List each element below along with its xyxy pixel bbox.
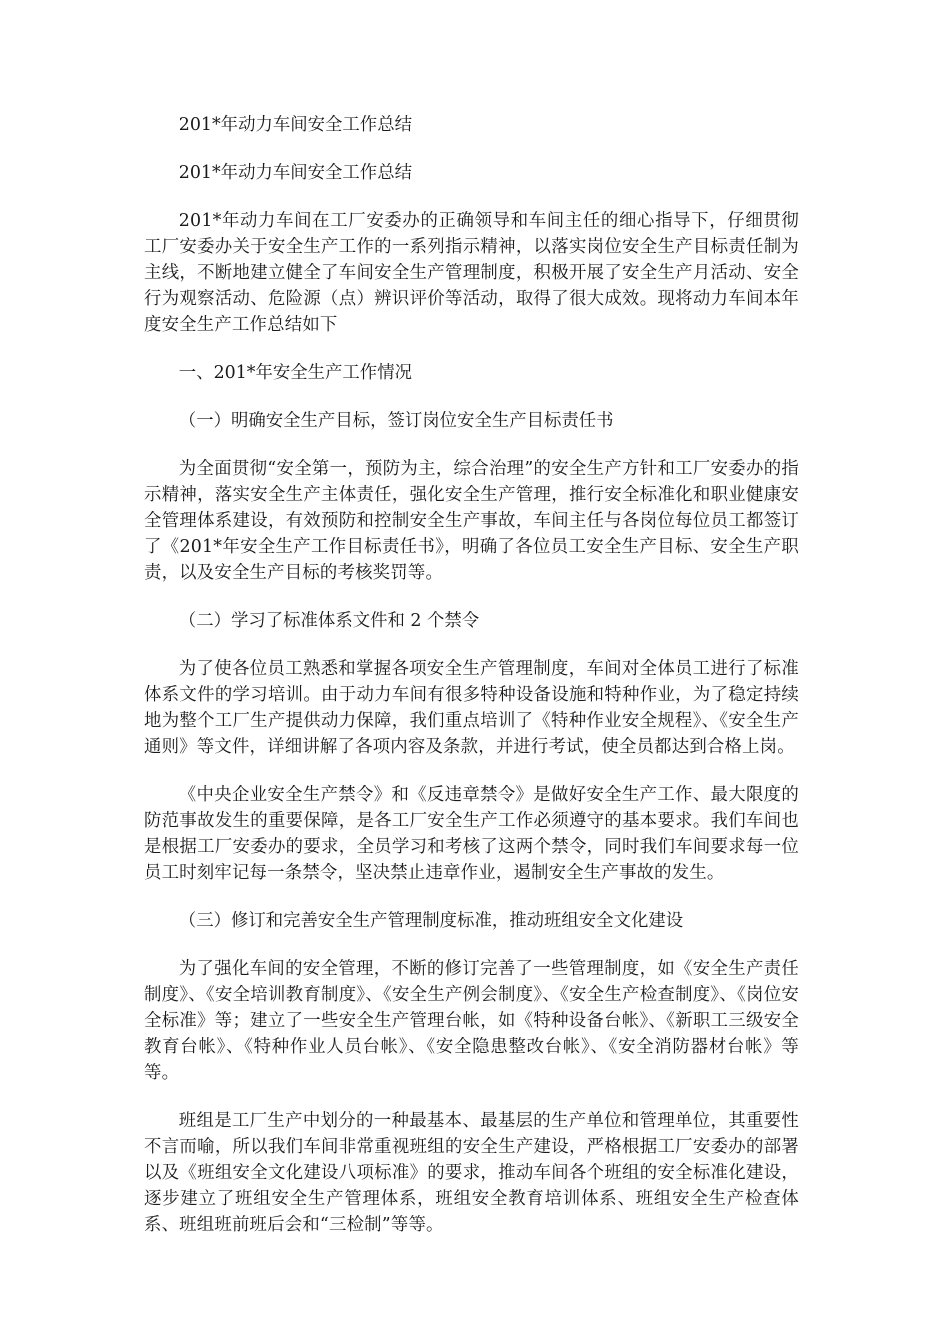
subsection-2-paragraph-1: 为了使各位员工熟悉和掌握各项安全生产管理制度，车间对全体员工进行了标准体系文件的学习培训。由于动力车间有很多特种设备设施和特种作业，为了稳定持续地为整个工厂生产提供动力保障，我们重点培训了《特种作业安全规程》、《安全生产通则》等文件，详细讲解了各项内容及条款，并进行考试，使全员都达到合格上岗。: [144, 659, 799, 757]
subsection-2-heading: （二）学习了标准体系文件和 2 个禁令: [178, 611, 480, 631]
intro-paragraph: 201*年动力车间在工厂安委办的正确领导和车间主任的细心指导下，仔细贯彻工厂安委办关于安全生产工作的一系列指示精神，以落实岗位安全生产目标责任制为主线，不断地建立健全了车间安全生产管理制度，积极开展了安全生产月活动、安全行为观察活动、危险源（点）辨识评价等活动，取得了很大成效。现将动力车间本年度安全生产工作总结如下: [144, 211, 799, 335]
subsection-1-paragraph: 为全面贯彻“安全第一，预防为主，综合治理”的安全生产方针和工厂安委办的指示精神，落实安全生产主体责任，强化安全生产管理，推行安全标准化和职业健康安全管理体系建设，有效预防和控制安全生产事故，车间主任与各岗位每位员工都签订了《201*年安全生产工作目标责任书》，明确了各位员工安全生产目标、安全生产职责，以及安全生产目标的考核奖罚等。: [144, 459, 799, 583]
document-title: 201*年动力车间安全工作总结: [178, 115, 412, 135]
document-subtitle: 201*年动力车间安全工作总结: [178, 163, 412, 183]
document-body: [144, 112, 799, 1260]
subsection-3-heading: （三）修订和完善安全生产管理制度标准，推动班组安全文化建设: [178, 911, 684, 931]
subsection-3-paragraph-1: 为了强化车间的安全管理，不断的修订完善了一些管理制度，如《安全生产责任制度》、《安全培训教育制度》、《安全生产例会制度》、《安全生产检查制度》、《岗位安全标准》等；建立了一些安全生产管理台帐，如《特种设备台帐》、《新职工三级安全教育台帐》、《特种作业人员台帐》、《安全隐患整改台帐》、《安全消防器材台帐》等等。: [144, 959, 799, 1083]
subsection-1-heading: （一）明确安全生产目标，签订岗位安全生产目标责任书: [178, 411, 614, 431]
section-1-heading: 一、201*年安全生产工作情况: [178, 363, 412, 383]
subsection-3-paragraph-2: 班组是工厂生产中划分的一种最基本、最基层的生产单位和管理单位，其重要性不言而喻，所以我们车间非常重视班组的安全生产建设，严格根据工厂安委办的部署以及《班组安全文化建设八项标准》的要求，推动车间各个班组的安全标准化建设，逐步建立了班组安全生产管理体系，班组安全教育培训体系、班组安全生产检查体系、班组班前班后会和“三检制”等等。: [144, 1111, 799, 1235]
subsection-2-paragraph-2: 《中央企业安全生产禁令》和《反违章禁令》是做好安全生产工作、最大限度的防范事故发生的重要保障，是各工厂安全生产工作必须遵守的基本要求。我们车间也是根据工厂安委办的要求，全员学习和考核了这两个禁令，同时我们车间要求每一位员工时刻牢记每一条禁令，坚决禁止违章作业，遏制安全生产事故的发生。: [144, 785, 799, 883]
